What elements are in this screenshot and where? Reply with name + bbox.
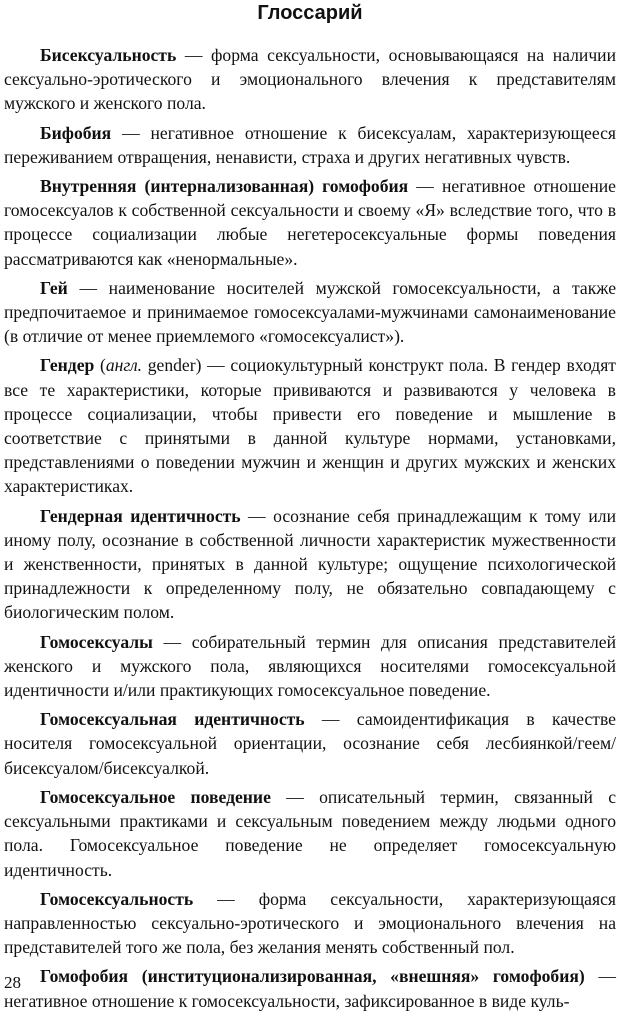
page-number: 28 [4, 973, 21, 992]
entry-term: Гомофобия (институционализированная, «внешняя» гомофобия) [40, 966, 585, 987]
entry-definition: — негативное отношение к бисексуалам, характеризующееся переживанием отвращения, ненависти, страха и других негативных чувств. [4, 122, 616, 167]
entry-definition: — собирательный термин для описания представителей женского и мужского пола, являющихся носителями гомосексуальной идентичности и/или практикующих гомосексуальное поведение. [4, 631, 616, 701]
entry-term: Гендерная идентичность [40, 505, 241, 526]
entry-definition: — негативное отношение гомосексуалов к собственной сексуальности и своему «Я» вследствие того, что в процессе социализации любые негетеросексуальные формы поведения рассматриваются как «ненормальные». [4, 176, 616, 269]
entry-term: Внутренняя (интернализованная) гомофобия [40, 176, 409, 197]
entry-term: Гомосексуальная идентичность [40, 709, 305, 730]
entry-definition: — осознание себя принадлежащим к тому или иному полу, осознание в собственной личности характеристик мужественности и женственности, принятых в данной культуре; ощущение психологической принадлежности к определенному полу, не обязательно совпадающему с биологическим полом. [4, 505, 616, 623]
glossary-entry [4, 887, 616, 960]
entry-term: Гендер [40, 355, 95, 376]
entry-term: Гомосексуалы [40, 631, 153, 652]
glossary-entry [4, 353, 616, 498]
entry-paren-open: ( [94, 355, 106, 376]
entry-definition: — форма сексуальности, характеризующаяся направленностью сексуально-эротического и эмоционального влечения на представителей того же пола, без желания менять собственный пол. [4, 888, 616, 958]
glossary-entry [4, 785, 616, 882]
glossary-entry [4, 43, 616, 116]
glossary-entry [4, 630, 616, 703]
glossary-entry [4, 707, 616, 780]
entry-term: Бисексуальность [40, 45, 177, 65]
entry-term: Гомосексуальное поведение [40, 786, 271, 807]
entry-term: Бифобия [40, 122, 112, 143]
glossary-entry [4, 964, 616, 1012]
glossary-entry [4, 121, 616, 169]
entry-definition: — негативное отношение к гомосексуальности, зафиксированное в виде куль- [4, 966, 616, 1011]
glossary-entry [4, 174, 616, 271]
entry-definition: — наименование носителей мужской гомосексуальности, а также предпочитаемое и принимаемое гомосексуалами-мужчинами самонаименование (в отличие от менее приемлемого «гомосексуалист»). [4, 277, 616, 347]
entry-term: Гей [40, 277, 68, 298]
entry-definition: — описательный термин, связанный с сексуальными практиками и сексуальным поведением между людьми одного пола. Гомосексуальное поведение не определяет гомосексуальную идентичность. [4, 786, 617, 880]
glossary-body [4, 43, 616, 1018]
entry-language-note: англ. [105, 355, 143, 376]
glossary-entry [4, 276, 616, 349]
entry-definition: — самоидентификация в качестве носителя гомосексуальной ориентации, осознание себя лесбиянкой/геем/бисексуалом/бисексуалкой. [4, 709, 616, 778]
glossary-entry [4, 504, 616, 625]
entry-definition: — форма сексуальности, основывающаяся на наличии сексуально-эротического и эмоционального влечения к представителям мужского и женского пола. [4, 45, 616, 114]
entry-term: Гомосексуальность [40, 888, 194, 909]
entry-definition: gender) — социокультурный конструкт пола. В гендер входят все те характеристики, которые прививаются и развиваются у человека в процессе социализации, чтобы привести его поведение и мышление в соответствие с принятыми в данной культуре нормами, установками, представлениями о поведении мужчин и женщин и других мужских и женских характеристиках. [4, 355, 616, 497]
page-title: Глоссарий [257, 2, 363, 24]
